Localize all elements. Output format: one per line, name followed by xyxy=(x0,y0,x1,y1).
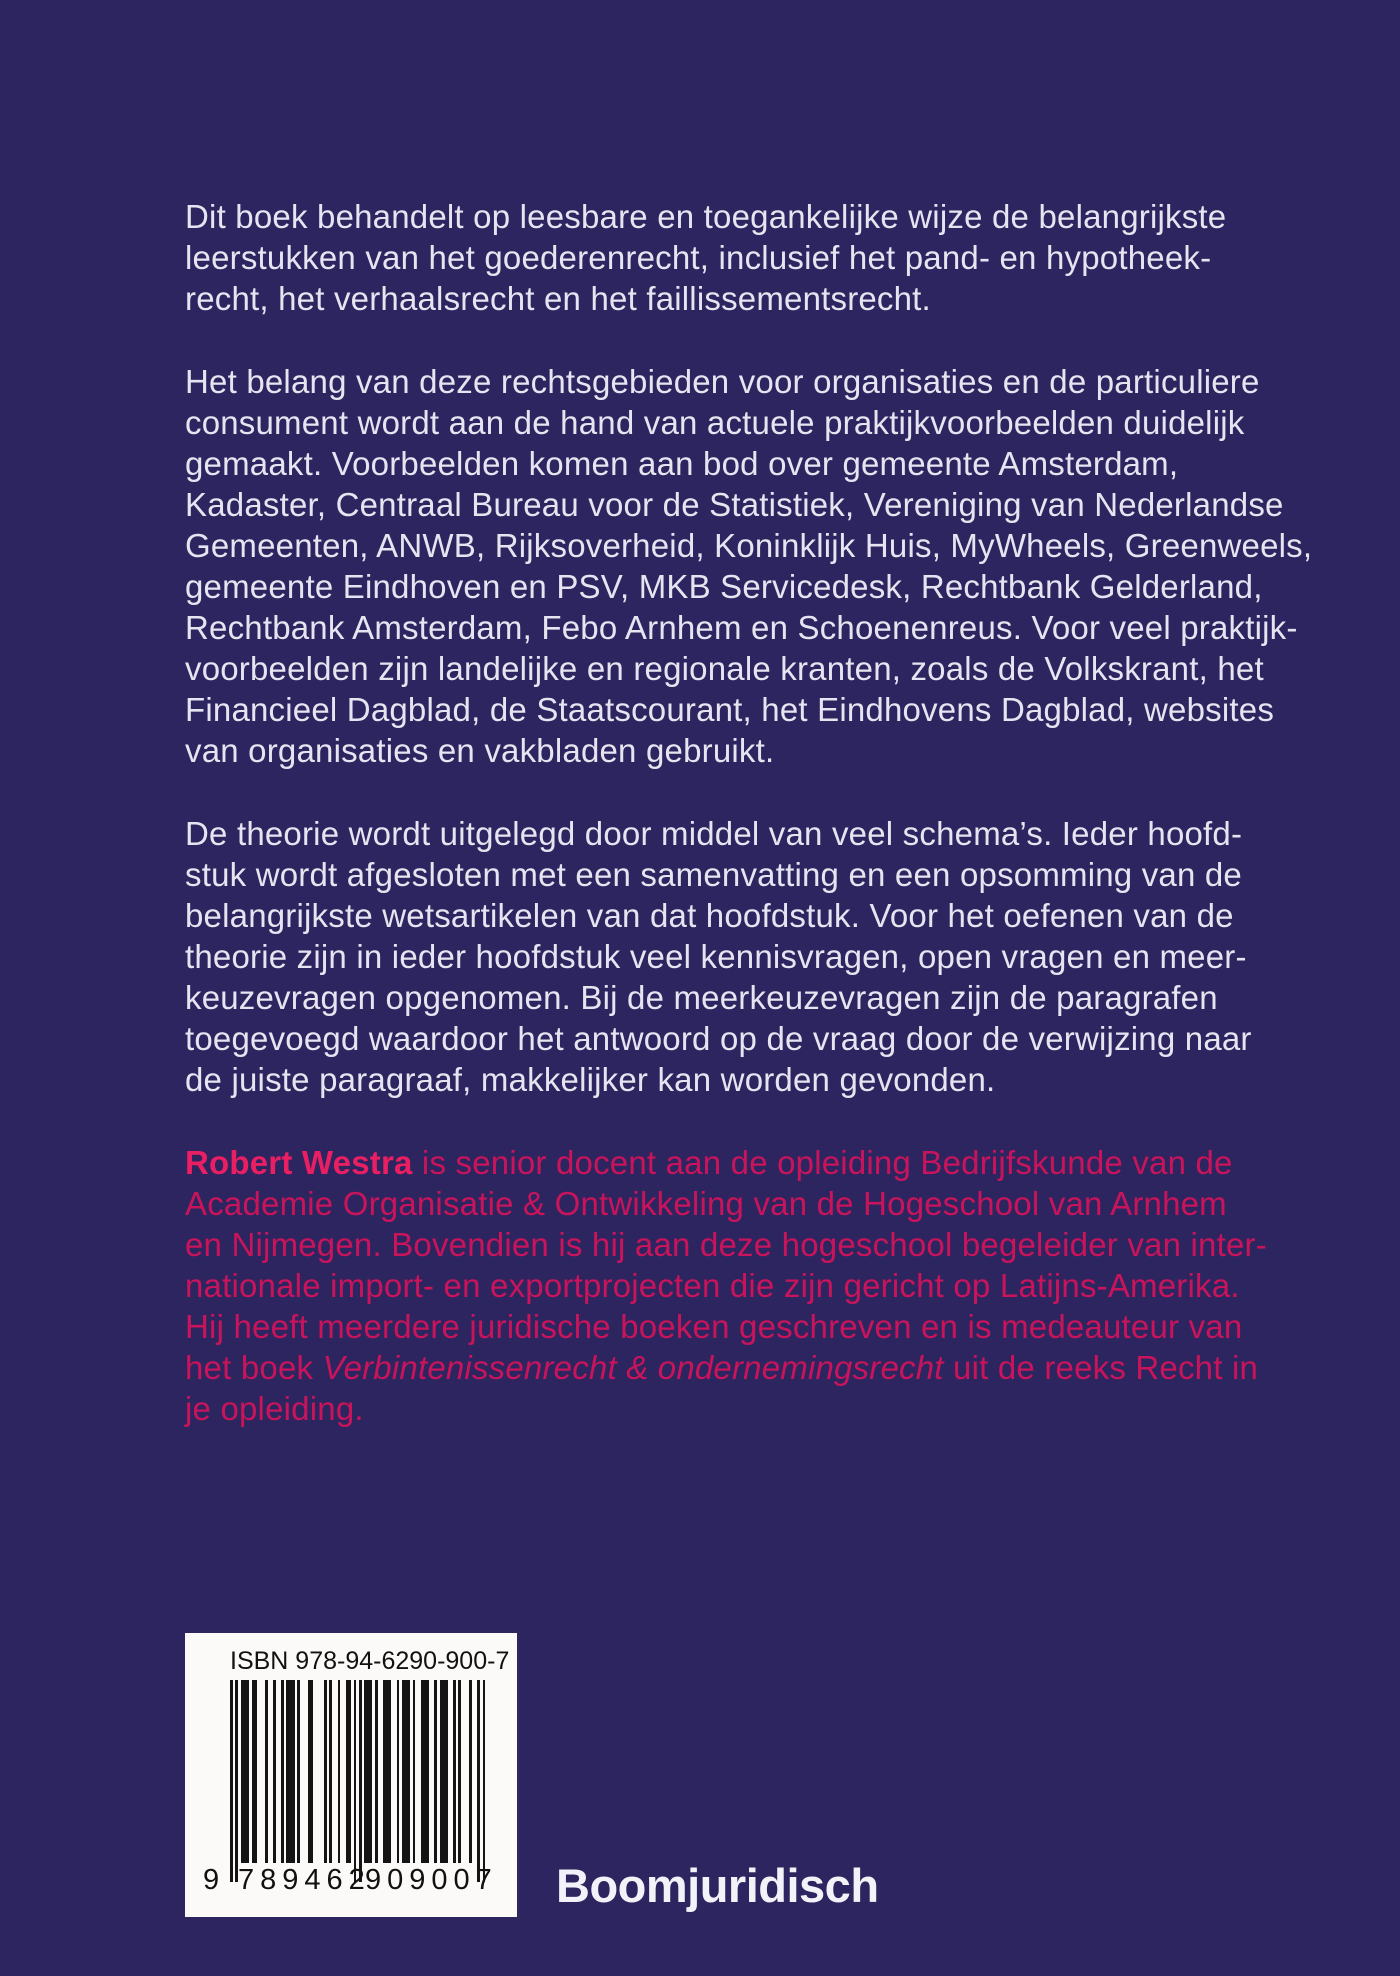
text-line: Robert Westra is senior docent aan de opleiding Bedrijfskunde van de xyxy=(185,1144,1233,1181)
book-title-italic: Verbintenissenrecht & ondernemingsrecht xyxy=(322,1349,944,1386)
text-line: en Nijmegen. Bovendien is hij aan deze hogeschool begeleider van inter- xyxy=(185,1226,1267,1263)
text-line: Hij heeft meerdere juridische boeken geschreven en is medeauteur van xyxy=(185,1308,1243,1345)
author-name: Robert Westra xyxy=(185,1144,413,1181)
text-line: voorbeelden zijn landelijke en regionale kranten, zoals de Volkskrant, het xyxy=(185,650,1264,687)
text-line: nationale import- en exportprojecten die zijn gericht op Latijns-Amerika. xyxy=(185,1267,1240,1304)
barcode-digits xyxy=(185,1864,517,1898)
barcode-module xyxy=(483,1680,486,1882)
barcode-digits-left: 789462 xyxy=(238,1864,371,1896)
barcode-panel xyxy=(185,1633,517,1917)
isbn-label: ISBN 978-94-6290-900-7 xyxy=(230,1647,510,1675)
text-line: recht, het verhaalsrecht en het faillissementsrecht. xyxy=(185,280,931,317)
text-line: het boek Verbintenissenrecht & ondernemingsrecht uit de reeks Recht in xyxy=(185,1349,1259,1386)
text-line: Gemeenten, ANWB, Rijksoverheid, Koninklijk Huis, MyWheels, Greenweels, xyxy=(185,527,1313,564)
publisher-logo: Boomjuridisch xyxy=(556,1859,879,1912)
text-line: belangrijkste wetsartikelen van dat hoofdstuk. Voor het oefenen van de xyxy=(185,897,1234,934)
text-line: leerstukken van het goederenrecht, inclusief het pand- en hypotheek- xyxy=(185,239,1212,276)
text-line: Het belang van deze rechtsgebieden voor organisaties en de particuliere xyxy=(185,363,1260,400)
text-line: Dit boek behandelt op leesbare en toegankelijke wijze de belangrijkste xyxy=(185,198,1227,235)
text-line: stuk wordt afgesloten met een samenvatting en een opsomming van de xyxy=(185,856,1242,893)
text-line: van organisaties en vakbladen gebruikt. xyxy=(185,732,775,769)
text-line: toegevoegd waardoor het antwoord op de vraag door de verwijzing naar xyxy=(185,1020,1252,1057)
paragraph-structure xyxy=(185,813,1295,1100)
barcode-digits-right: 909007 xyxy=(365,1864,498,1896)
text-line: Kadaster, Centraal Bureau voor de Statistiek, Vereniging van Nederlandse xyxy=(185,486,1284,523)
barcode-digit-lead: 9 xyxy=(203,1864,220,1896)
back-cover-text xyxy=(185,196,1313,1429)
text-line: de juiste paragraaf, makkelijker kan worden gevonden. xyxy=(185,1061,996,1098)
text-line: Academie Organisatie & Ontwikkeling van de Hogeschool van Arnhem xyxy=(185,1185,1227,1222)
text-line: theorie zijn in ieder hoofdstuk veel kennisvragen, open vragen en meer- xyxy=(185,938,1247,975)
text-line: Rechtbank Amsterdam, Febo Arnhem en Schoenenreus. Voor veel praktijk- xyxy=(185,609,1298,646)
paragraph-intro xyxy=(185,196,1295,319)
text-line: gemeente Eindhoven en PSV, MKB Servicedesk, Rechtbank Gelderland, xyxy=(185,568,1263,605)
text-line: gemaakt. Voorbeelden komen aan bod over gemeente Amsterdam, xyxy=(185,445,1179,482)
text-line: keuzevragen opgenomen. Bij de meerkeuzevragen zijn de paragrafen xyxy=(185,979,1218,1016)
text-line: je opleiding. xyxy=(185,1390,364,1427)
barcode-bars xyxy=(230,1680,485,1882)
text-line: consument wordt aan de hand van actuele praktijkvoorbeelden duidelijk xyxy=(185,404,1245,441)
paragraph-examples xyxy=(185,361,1313,771)
paragraph-author xyxy=(185,1142,1295,1429)
text-line: Financieel Dagblad, de Staatscourant, het Eindhovens Dagblad, websites xyxy=(185,691,1275,728)
text-line: De theorie wordt uitgelegd door middel van veel schema’s. Ieder hoofd- xyxy=(185,815,1243,852)
